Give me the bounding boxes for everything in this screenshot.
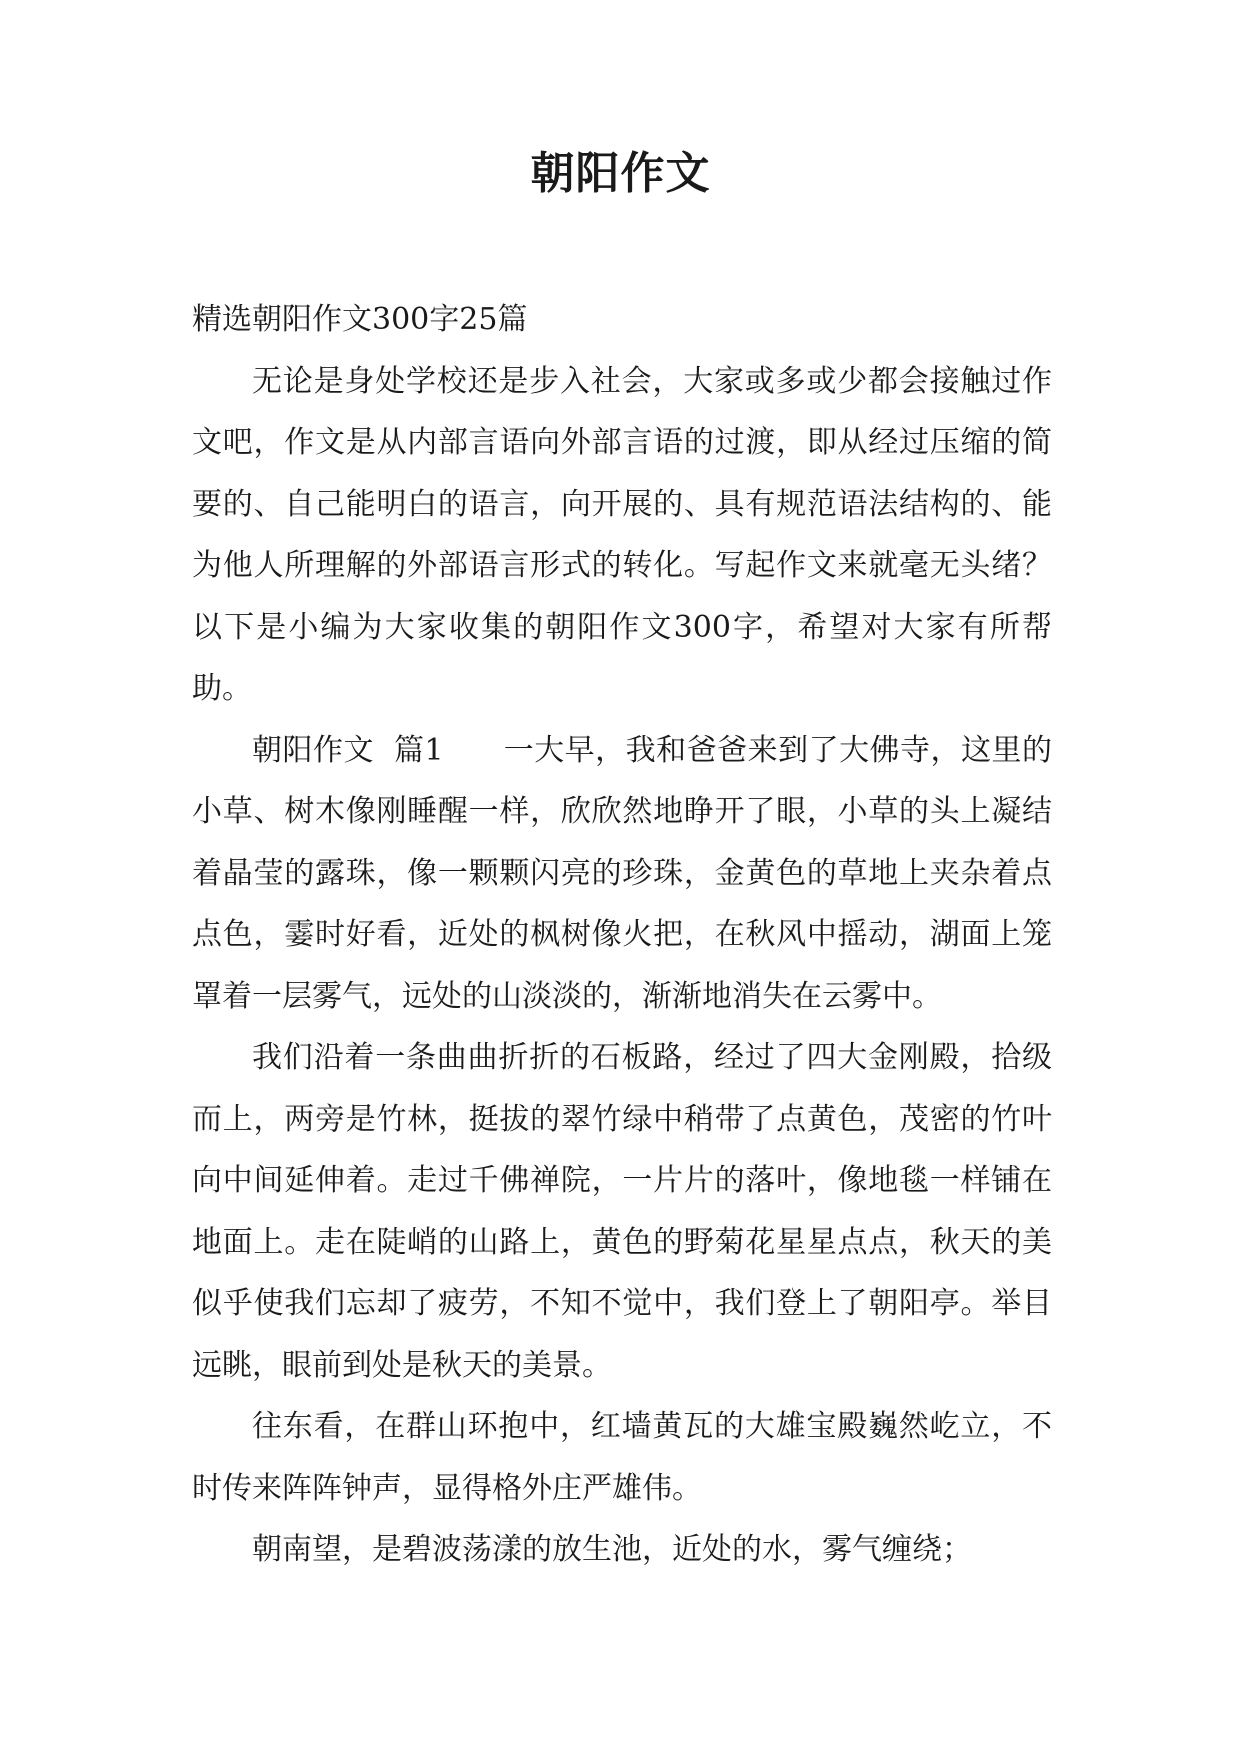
paragraph-south-view: 朝南望，是碧波荡漾的放生池，近处的水，雾气缠绕； bbox=[252, 1532, 972, 1567]
paragraph-essay-1: 朝阳作文 篇1 一大早，我和爸爸来到了大佛寺，这里的小草、树木像刚睡醒一样，欣欣然地睁开了眼，小草的头上凝结着晶莹的露珠，像一颗颗闪亮的珍珠，金黄色的草地上夹杂着点点色，霎时好看，近处的枫树像火把，在秋风中摇动，湖面上笼罩着一层雾气，远处的山淡淡的，渐渐地消失在云雾中。 bbox=[192, 732, 1052, 1014]
document-subtitle: 精选朝阳作文300字25篇 bbox=[192, 302, 528, 337]
paragraph-intro: 无论是身处学校还是步入社会，大家或多或少都会接触过作文吧，作文是从内部言语向外部言语的过渡，即从经过压缩的简要的、自己能明白的语言，向开展的、具有规范语法结构的、能为他人所理解的外部语言形式的转化。写起作文来就毫无头绪？以下是小编为大家收集的朝阳作文300字，希望对大家有所帮助。 bbox=[192, 363, 1052, 706]
document-title: 朝阳作文 bbox=[530, 148, 711, 199]
document-body bbox=[192, 289, 1052, 1581]
paragraph-east-view: 往东看，在群山环抱中，红墙黄瓦的大雄宝殿巍然屹立，不时传来阵阵钟声，显得格外庄严雄伟。 bbox=[192, 1409, 1052, 1506]
paragraph-stone-path: 我们沿着一条曲曲折折的石板路，经过了四大金刚殿，拾级而上，两旁是竹林，挺拔的翠竹绿中稍带了点黄色，茂密的竹叶向中间延伸着。走过千佛禅院，一片片的落叶，像地毯一样铺在地面上。走在陡峭的山路上，黄色的野菊花星星点点，秋天的美似乎使我们忘却了疲劳，不知不觉中，我们登上了朝阳亭。举目远眺，眼前到处是秋天的美景。 bbox=[192, 1040, 1052, 1383]
